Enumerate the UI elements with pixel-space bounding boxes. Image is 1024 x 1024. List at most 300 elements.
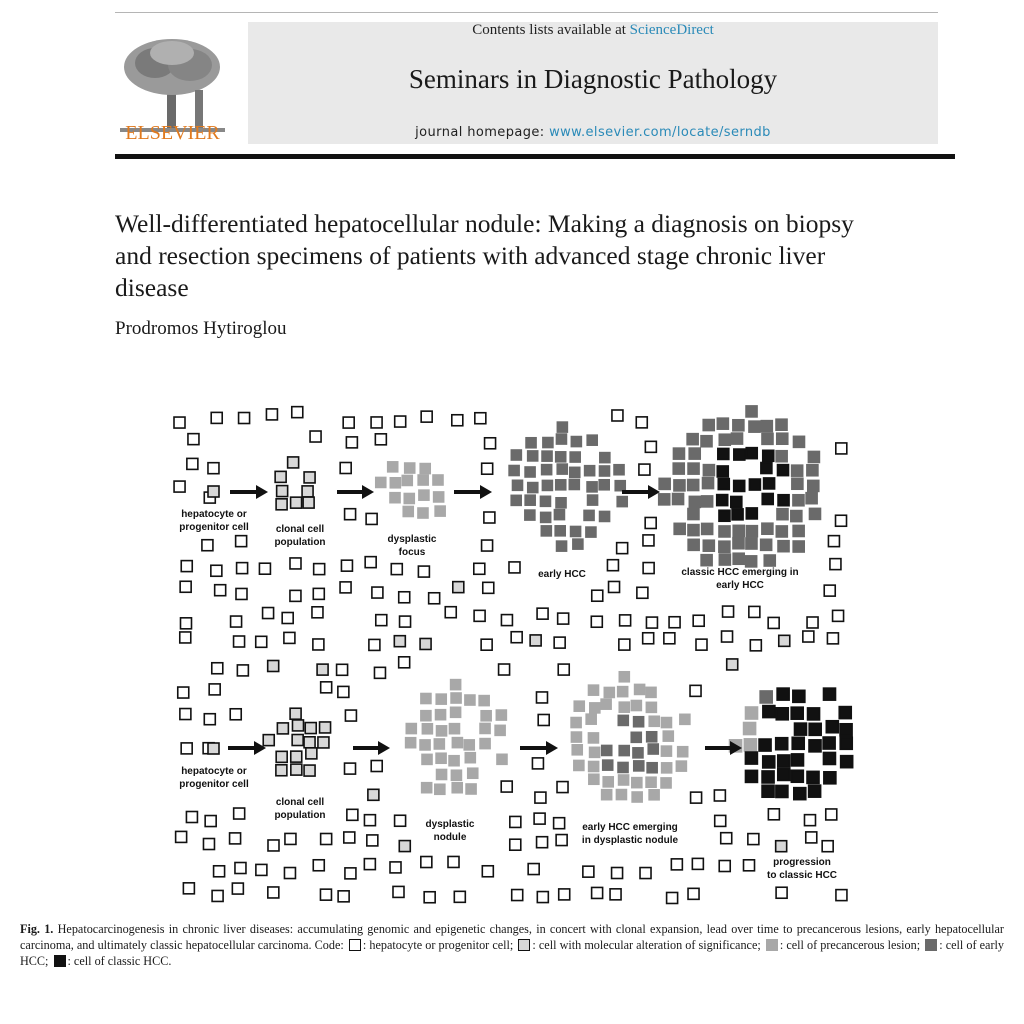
background-cell	[203, 839, 214, 850]
dysplastic-nodule-cell	[480, 723, 490, 733]
background-cell	[803, 631, 814, 642]
background-cell	[284, 632, 295, 643]
early-in-nodule-cell	[572, 745, 582, 755]
background-cell	[688, 888, 699, 899]
early-in-nodule-cell	[646, 777, 656, 787]
background-cell	[474, 563, 485, 574]
elsevier-wordmark: ELSEVIER	[125, 122, 220, 144]
classic-in-early-cell	[673, 448, 684, 459]
background-cell	[510, 839, 521, 850]
background-cell	[338, 686, 349, 697]
background-cell	[292, 407, 303, 418]
dysplastic-nodule-cell	[452, 783, 462, 793]
background-cell	[592, 887, 603, 898]
background-cell	[640, 868, 651, 879]
background-cell	[453, 582, 464, 593]
homepage-url-link[interactable]: www.elsevier.com/locate/serndb	[549, 125, 771, 140]
background-cell	[776, 887, 787, 898]
early-hcc-cell	[511, 450, 521, 460]
progression-cell	[776, 708, 788, 720]
label-bottom-hepatocyte: progenitor cell	[179, 779, 249, 790]
background-cell	[256, 864, 267, 875]
dysplastic-nodule-cell	[437, 726, 447, 736]
dysplastic-nodule-cell	[422, 783, 432, 793]
clonal-cell-bottom	[318, 737, 329, 748]
early-hcc-cell	[528, 451, 538, 461]
background-cell	[692, 858, 703, 869]
background-cell	[750, 640, 761, 651]
background-cell	[235, 863, 246, 874]
background-cell	[313, 860, 324, 871]
background-cell	[236, 588, 247, 599]
progression-cell	[824, 772, 836, 784]
label-bottom-clonal: clonal cell	[275, 797, 325, 808]
progression-cell	[778, 768, 790, 780]
background-cell	[485, 438, 496, 449]
dysplastic-nodule-cell	[422, 724, 432, 734]
sciencedirect-link[interactable]: ScienceDirect	[629, 22, 714, 38]
background-cell	[239, 413, 250, 424]
clonal-cell-top	[288, 457, 299, 468]
background-cell	[390, 862, 401, 873]
early-in-nodule-cell	[661, 778, 671, 788]
label-bottom-progression: progression	[773, 857, 831, 868]
background-cell	[722, 631, 733, 642]
dysplastic-nodule-cell	[451, 770, 461, 780]
classic-in-early-cell	[806, 493, 817, 504]
dysplastic-nodule-cell	[479, 696, 489, 706]
classic-in-early-cell	[793, 436, 804, 447]
journal-name: Seminars in Diagnostic Pathology	[408, 64, 778, 94]
background-cell	[696, 639, 707, 650]
background-cell	[371, 761, 382, 772]
dysplastic-nodule-cell	[436, 753, 446, 763]
background-cell	[482, 540, 493, 551]
header-bottom-rule	[115, 154, 955, 159]
background-cell	[399, 841, 410, 852]
early-hcc-cell	[525, 467, 535, 477]
background-cell	[237, 563, 248, 574]
clonal-cell-bottom	[277, 723, 288, 734]
classic-in-early-cell	[674, 480, 685, 491]
background-cell	[643, 633, 654, 644]
clonal-cell-top	[303, 497, 314, 508]
caption-label: Fig. 1.	[20, 922, 54, 936]
background-cell	[369, 639, 380, 650]
classic-in-early-cell	[807, 465, 818, 476]
early-in-nodule-cell	[631, 732, 641, 742]
early-hcc-cell	[615, 481, 625, 491]
background-cell	[321, 833, 332, 844]
classic-in-early-cell	[763, 450, 774, 461]
progression-cell	[826, 721, 838, 733]
classic-in-early-cell	[776, 526, 787, 537]
early-in-nodule-cell	[619, 702, 629, 712]
dysplastic-nodule-cell	[406, 724, 416, 734]
background-cell	[212, 663, 223, 674]
classic-in-early-cell	[719, 434, 730, 445]
background-cell	[420, 638, 431, 649]
clonal-cell-bottom	[263, 735, 274, 746]
background-cell	[646, 617, 657, 628]
dysplastic-focus-cell	[433, 475, 443, 485]
early-hcc-cell	[525, 510, 535, 520]
early-hcc-cell	[542, 465, 552, 475]
background-cell	[180, 618, 191, 629]
classic-in-early-cell	[746, 538, 757, 549]
progression-cell	[840, 724, 852, 736]
background-cell	[592, 590, 603, 601]
classic-in-early-cell	[764, 555, 775, 566]
dysplastic-nodule-cell	[451, 693, 461, 703]
classic-in-early-cell	[703, 478, 714, 489]
background-cell	[367, 835, 378, 846]
background-cell	[822, 841, 833, 852]
background-cell	[340, 463, 351, 474]
background-cell	[400, 616, 411, 627]
background-cell	[779, 635, 790, 646]
progression-cell	[809, 723, 821, 735]
classic-in-early-cell	[764, 478, 775, 489]
background-cell	[424, 892, 435, 903]
background-cell	[290, 558, 301, 569]
early-in-nodule-cell	[618, 762, 628, 772]
classic-in-early-cell	[673, 494, 684, 505]
early-hcc-cell	[541, 512, 551, 522]
background-cell	[807, 617, 818, 628]
early-in-nodule-cell	[603, 760, 613, 770]
classic-in-early-cell	[792, 478, 803, 489]
dysplastic-nodule-cell	[481, 711, 491, 721]
background-cell	[824, 585, 835, 596]
progression-cell	[841, 756, 853, 768]
classic-in-early-cell	[732, 433, 743, 444]
progression-cell	[839, 707, 851, 719]
early-hcc-cell	[588, 495, 598, 505]
background-cell	[268, 660, 279, 671]
classic-in-early-cell	[673, 463, 684, 474]
background-cell	[768, 809, 779, 820]
background-cell	[591, 616, 602, 627]
early-in-nodule-cell	[618, 715, 628, 725]
dysplastic-focus-cell	[405, 463, 415, 473]
early-in-nodule-cell	[661, 746, 671, 756]
classic-in-early-cell	[717, 466, 728, 477]
early-hcc-cell	[554, 510, 564, 520]
early-in-nodule-cell	[589, 774, 599, 784]
background-cell	[511, 632, 522, 643]
background-cell	[530, 635, 541, 646]
background-cell	[671, 859, 682, 870]
background-cell	[510, 816, 521, 827]
early-in-nodule-cell	[603, 777, 613, 787]
background-cell	[340, 582, 351, 593]
dysplastic-nodule-cell	[452, 738, 462, 748]
classic-in-early-cell	[718, 479, 729, 490]
early-in-nodule-cell	[602, 790, 612, 800]
dysplastic-nodule-cell	[451, 680, 461, 690]
classic-in-early-cell	[733, 553, 744, 564]
classic-in-early-cell	[762, 523, 773, 534]
background-cell	[337, 664, 348, 675]
background-cell	[583, 866, 594, 877]
background-cell	[341, 560, 352, 571]
early-in-nodule-cell	[648, 744, 658, 754]
progression-cell	[823, 752, 835, 764]
early-in-nodule-cell	[574, 701, 584, 711]
progression-cell	[762, 771, 774, 783]
background-cell	[645, 441, 656, 452]
background-cell	[536, 692, 547, 703]
progression-cell	[823, 737, 835, 749]
background-cell	[345, 710, 356, 721]
legend-classic-text: : cell of classic HCC.	[67, 954, 172, 968]
background-cell	[211, 565, 222, 576]
dysplastic-nodule-cell	[434, 739, 444, 749]
early-hcc-cell	[617, 497, 627, 507]
classic-in-early-cell	[688, 539, 699, 550]
contents-prefix: Contents lists available at	[472, 22, 626, 38]
early-hcc-cell	[557, 464, 567, 474]
clonal-cell-bottom	[292, 735, 303, 746]
label-bottom-progression: to classic HCC	[766, 870, 838, 881]
early-hcc-cell	[586, 527, 596, 537]
progression-cell	[763, 706, 775, 718]
background-cell	[836, 443, 847, 454]
background-cell	[211, 412, 222, 423]
background-cell	[445, 607, 456, 618]
background-cell	[344, 832, 355, 843]
background-cell	[214, 866, 225, 877]
background-cell	[266, 409, 277, 420]
background-cell	[643, 535, 654, 546]
background-cell	[282, 613, 293, 624]
dysplastic-nodule-cell	[422, 754, 432, 764]
background-cell	[537, 892, 548, 903]
early-hcc-cell	[587, 435, 597, 445]
classic-in-early-cell	[719, 526, 730, 537]
background-cell	[343, 417, 354, 428]
background-cell	[263, 608, 274, 619]
early-hcc-cell	[543, 438, 553, 448]
classic-in-early-cell	[762, 433, 773, 444]
background-cell	[364, 815, 375, 826]
classic-in-early-cell	[808, 480, 819, 491]
background-cell	[313, 639, 324, 650]
early-in-nodule-cell	[602, 745, 612, 755]
early-hcc-cell	[557, 541, 567, 551]
legend-molecular-text: : cell with molecular alteration of significance;	[532, 938, 761, 952]
arrow-top-2-head	[362, 485, 374, 499]
background-cell	[610, 889, 621, 900]
dysplastic-focus-cell	[403, 506, 413, 516]
progression-cell	[745, 752, 757, 764]
classic-in-early-cell	[734, 480, 745, 491]
background-cell	[727, 659, 738, 670]
dysplastic-focus-cell	[388, 462, 398, 472]
early-in-nodule-cell	[649, 790, 659, 800]
clonal-cell-bottom	[305, 723, 316, 734]
legend-molecular-swatch	[518, 939, 530, 951]
early-in-nodule-cell	[649, 716, 659, 726]
homepage-line	[248, 125, 938, 140]
dysplastic-nodule-cell	[435, 784, 445, 794]
background-cell	[609, 581, 620, 592]
background-cell	[234, 636, 245, 647]
background-cell	[645, 517, 656, 528]
early-in-nodule-cell	[632, 792, 642, 802]
classic-in-early-cell	[733, 525, 744, 536]
background-cell	[557, 782, 568, 793]
background-cell	[320, 889, 331, 900]
background-cell	[748, 834, 759, 845]
early-in-nodule-cell	[663, 731, 673, 741]
header-top-rule	[115, 12, 938, 13]
early-hcc-cell	[600, 466, 610, 476]
arrow-bottom-2-head	[378, 741, 390, 755]
dysplastic-nodule-cell	[495, 725, 505, 735]
background-cell	[501, 781, 512, 792]
progression-cell	[794, 788, 806, 800]
legend-normal-text: : hepatocyte or progenitor cell;	[362, 938, 514, 952]
early-in-nodule-cell	[634, 761, 644, 771]
progression-cell	[808, 708, 820, 720]
background-cell	[202, 540, 213, 551]
background-cell	[180, 581, 191, 592]
arrow-bottom-3-head	[546, 741, 558, 755]
background-cell	[619, 639, 630, 650]
contents-line	[248, 22, 938, 39]
background-cell	[256, 636, 267, 647]
early-hcc-cell	[569, 479, 579, 489]
classic-in-early-cell	[717, 495, 728, 506]
background-cell	[372, 587, 383, 598]
background-cell	[231, 616, 242, 627]
early-hcc-cell	[573, 539, 583, 549]
background-cell	[554, 818, 565, 829]
clonal-cell-bottom	[276, 765, 287, 776]
dysplastic-nodule-cell	[449, 756, 459, 766]
classic-in-early-cell	[732, 509, 743, 520]
dysplastic-nodule-cell	[449, 724, 459, 734]
early-in-nodule-cell	[604, 687, 614, 697]
early-hcc-cell	[556, 480, 566, 490]
early-hcc-cell	[556, 498, 566, 508]
early-in-nodule-cell	[647, 732, 657, 742]
background-cell	[345, 868, 356, 879]
early-hcc-cell	[528, 483, 538, 493]
background-cell	[559, 889, 570, 900]
background-cell	[643, 563, 654, 574]
background-cell	[399, 657, 410, 668]
background-cell	[259, 563, 270, 574]
classic-in-early-cell	[792, 465, 803, 476]
background-cell	[827, 633, 838, 644]
early-hcc-cell	[556, 434, 566, 444]
background-cell	[664, 633, 675, 644]
early-hcc-cell	[557, 422, 567, 432]
background-cell	[345, 763, 356, 774]
dysplastic-focus-cell	[390, 478, 400, 488]
article-author: Prodromos Hytiroglou	[115, 318, 287, 339]
early-in-nodule-cell	[574, 760, 584, 770]
figure-1-diagram	[170, 400, 860, 910]
dysplastic-nodule-cell	[464, 740, 474, 750]
early-hcc-cell	[509, 466, 519, 476]
background-cell	[176, 831, 187, 842]
legend-early-swatch	[925, 939, 937, 951]
background-cell	[637, 587, 648, 598]
dysplastic-nodule-cell	[421, 711, 431, 721]
early-hcc-cell	[556, 452, 566, 462]
classic-in-early-cell	[808, 451, 819, 462]
progression-cell	[791, 770, 803, 782]
background-cell	[715, 815, 726, 826]
classic-in-early-cell	[749, 479, 760, 490]
classic-in-early-cell	[749, 421, 760, 432]
classic-in-early-cell	[687, 434, 698, 445]
dysplastic-nodule-cell	[480, 739, 490, 749]
clonal-cell-top	[276, 499, 287, 510]
dysplastic-focus-cell	[390, 493, 400, 503]
progression-cell	[744, 739, 756, 751]
clonal-cell-bottom	[291, 751, 302, 762]
background-cell	[714, 790, 725, 801]
classic-in-early-cell	[719, 541, 730, 552]
classic-in-early-cell	[719, 510, 730, 521]
arrow-top-3-head	[480, 485, 492, 499]
classic-in-early-cell	[761, 463, 772, 474]
legend-precancerous-text: : cell of precancerous lesion;	[779, 938, 921, 952]
classic-in-early-cell	[778, 495, 789, 506]
label-top-focus: dysplastic	[387, 534, 437, 545]
background-cell	[690, 685, 701, 696]
background-cell	[215, 585, 226, 596]
progression-cell	[763, 756, 775, 768]
early-hcc-cell	[571, 526, 581, 536]
clonal-cell-bottom	[306, 748, 317, 759]
label-bottom-early: early HCC emerging	[582, 822, 678, 833]
background-cell	[723, 606, 734, 617]
label-bottom-early: in dysplastic nodule	[581, 835, 679, 846]
progression-cell	[824, 688, 836, 700]
background-cell	[512, 890, 523, 901]
dysplastic-focus-cell	[419, 490, 429, 500]
clonal-cell-bottom	[304, 737, 315, 748]
background-cell	[484, 512, 495, 523]
clonal-cell-top	[291, 497, 302, 508]
background-cell	[749, 606, 760, 617]
background-cell	[607, 560, 618, 571]
label-top-focus: focus	[398, 547, 426, 558]
background-cell	[535, 792, 546, 803]
early-in-nodule-cell	[590, 747, 600, 757]
background-cell	[612, 410, 623, 421]
background-cell	[528, 864, 539, 875]
classic-in-early-cell	[688, 480, 699, 491]
progression-cell	[762, 785, 774, 797]
background-cell	[338, 891, 349, 902]
background-cell	[346, 437, 357, 448]
early-hcc-cell	[541, 526, 551, 536]
dysplastic-focus-cell	[420, 464, 430, 474]
classic-in-early-cell	[702, 496, 713, 507]
early-in-nodule-cell	[633, 748, 643, 758]
background-cell	[234, 808, 245, 819]
background-cell	[475, 413, 486, 424]
early-in-nodule-cell	[646, 702, 656, 712]
classic-in-early-cell	[688, 509, 699, 520]
